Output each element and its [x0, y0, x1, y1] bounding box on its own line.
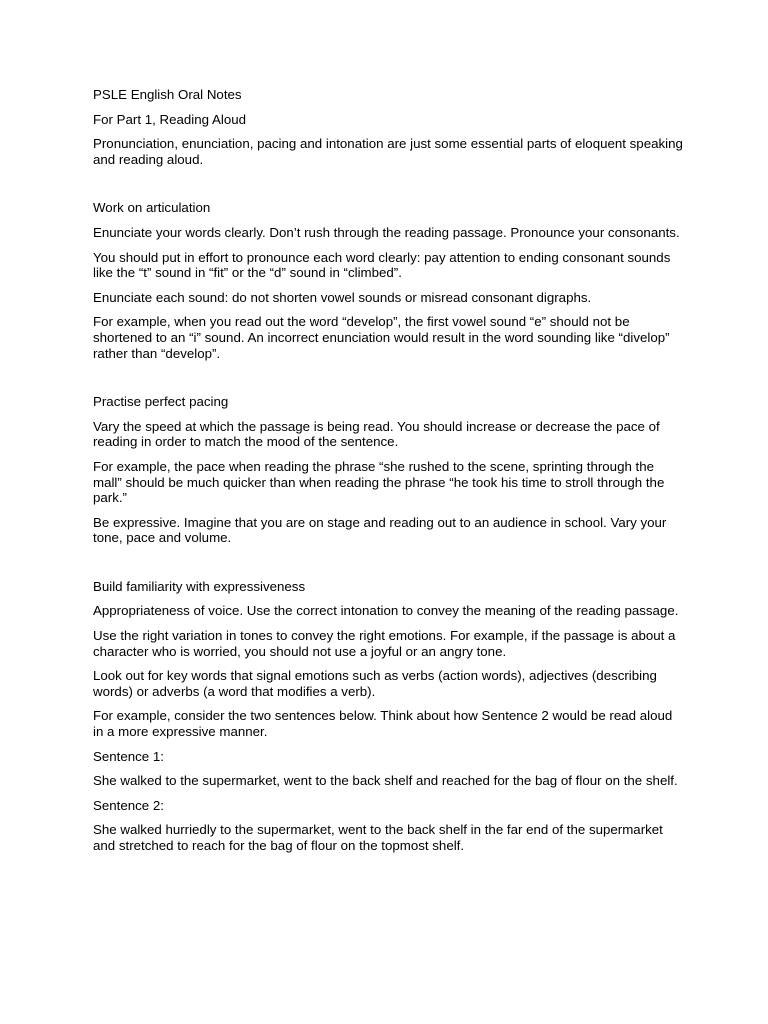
- section-heading-expressiveness: Build familiarity with expressiveness: [93, 578, 306, 594]
- paragraph: Appropriateness of voice. Use the correct intonation to convey the meaning of the reading passage.: [93, 603, 679, 619]
- paragraph: Use the right variation in tones to convey the right emotions. For example, if the passage is about a character who is worried, you should not use a joyful or an angry tone.: [93, 628, 676, 659]
- paragraph: For example, when you read out the word “develop”, the first vowel sound “e” should not be shortened to an “i” sound. An incorrect enunciation would result in the word sounding like “divelop” rather than “develop”.: [93, 314, 670, 361]
- paragraph: You should put in effort to pronounce each word clearly: pay attention to ending consonant sounds like the “t” sound in “fit” or the “d” sound in “climbed”.: [93, 249, 671, 281]
- paragraph: For example, the pace when reading the phrase “she rushed to the scene, sprinting through the mall” should be much quicker than when reading the phrase “he took his time to stroll through the park.”: [93, 458, 665, 506]
- paragraph: For example, consider the two sentences below. Think about how Sentence 2 would be read aloud in a more expressive manner.: [93, 708, 673, 740]
- sentence-1-text: She walked to the supermarket, went to the back shelf and reached for the bag of flour on the shelf.: [93, 773, 678, 789]
- sentence-2-label: Sentence 2:: [93, 797, 164, 813]
- intro-paragraph: Pronunciation, enunciation, pacing and intonation are just some essential parts of eloquent speaking and reading aloud.: [93, 136, 683, 167]
- paragraph: Look out for key words that signal emotions such as verbs (action words), adjectives (describing words) or adverbs (a word that modifies a verb).: [93, 668, 657, 699]
- document-title: PSLE English Oral Notes: [93, 87, 242, 102]
- sentence-2-text: She walked hurriedly to the supermarket, went to the back shelf in the far end of the supermarket and stretched to reach for the bag of flour on the topmost shelf.: [93, 822, 663, 853]
- paragraph: Enunciate your words clearly. Don’t rush through the reading passage. Pronounce your consonants.: [93, 224, 680, 240]
- part-heading: For Part 1, Reading Aloud: [93, 111, 247, 127]
- section-heading-pacing: Practise perfect pacing: [93, 394, 229, 410]
- paragraph: Vary the speed at which the passage is being read. You should increase or decrease the pace of reading in order to match the mood of the sentence.: [93, 418, 660, 450]
- document-body: [93, 87, 683, 863]
- section-heading-articulation: Work on articulation: [93, 200, 211, 216]
- sentence-1-label: Sentence 1:: [93, 748, 164, 764]
- paragraph: Be expressive. Imagine that you are on stage and reading out to an audience in school. Vary your tone, pace and volume.: [93, 514, 667, 546]
- paragraph: Enunciate each sound: do not shorten vowel sounds or misread consonant digraphs.: [93, 289, 592, 305]
